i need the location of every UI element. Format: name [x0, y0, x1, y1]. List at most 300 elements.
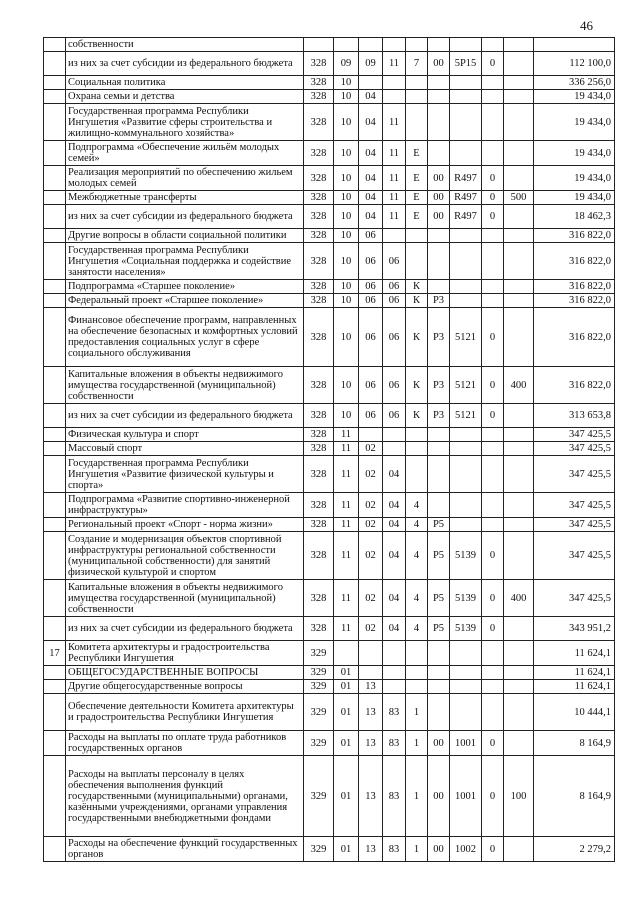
- code-vr: [504, 104, 534, 141]
- code-suffix: [482, 76, 504, 90]
- table-row: [44, 641, 615, 666]
- code-gr: 329: [304, 731, 334, 756]
- code-program: 06: [383, 280, 406, 294]
- code-rz: 10: [334, 76, 359, 90]
- amount: 8 164,9: [534, 731, 615, 756]
- item-name: ОБЩЕГОСУДАРСТВЕННЫЕ ВОПРОСЫ: [66, 666, 304, 680]
- table-row: [44, 104, 615, 141]
- amount: 316 822,0: [534, 243, 615, 280]
- item-name: Расходы на обеспечение функций государственных органов: [66, 837, 304, 862]
- code-rz: 01: [334, 666, 359, 680]
- code-subprogram: 4: [406, 532, 428, 580]
- code-subprogram: [406, 666, 428, 680]
- amount: 347 425,5: [534, 580, 615, 617]
- code-vr: [504, 837, 534, 862]
- code-suffix: 0: [482, 756, 504, 837]
- code-rz: 10: [334, 205, 359, 229]
- amount: 10 444,1: [534, 694, 615, 731]
- code-project: 00: [428, 52, 450, 76]
- code-project: 00: [428, 191, 450, 205]
- amount: 11 624,1: [534, 666, 615, 680]
- code-suffix: [482, 229, 504, 243]
- code-program: 83: [383, 731, 406, 756]
- code-direction: R497: [450, 205, 482, 229]
- code-project: [428, 428, 450, 442]
- code-subprogram: [406, 229, 428, 243]
- row-number: [44, 280, 66, 294]
- item-name: Государственная программа Республики Ингушетия «Социальная поддержка и содействие занятости населения»: [66, 243, 304, 280]
- code-subprogram: [406, 428, 428, 442]
- code-vr: [504, 52, 534, 76]
- code-direction: R497: [450, 191, 482, 205]
- code-program: 04: [383, 532, 406, 580]
- code-subprogram: К: [406, 404, 428, 428]
- code-vr: [504, 680, 534, 694]
- amount: [534, 38, 615, 52]
- item-name: Другие вопросы в области социальной политики: [66, 229, 304, 243]
- row-number: 17: [44, 641, 66, 666]
- table-row: [44, 493, 615, 518]
- item-name: Капитальные вложения в объекты недвижимого имущества государственной (муниципальной) собственности: [66, 367, 304, 404]
- row-number: [44, 456, 66, 493]
- code-pr: 04: [359, 205, 383, 229]
- code-vr: [504, 518, 534, 532]
- row-number: [44, 38, 66, 52]
- code-gr: 328: [304, 518, 334, 532]
- code-vr: [504, 493, 534, 518]
- code-gr: 328: [304, 76, 334, 90]
- row-number: [44, 367, 66, 404]
- page-number: 46: [580, 18, 593, 33]
- code-pr: 13: [359, 837, 383, 862]
- table-row: [44, 191, 615, 205]
- code-pr: 06: [359, 308, 383, 367]
- code-suffix: 0: [482, 308, 504, 367]
- row-number: [44, 518, 66, 532]
- code-rz: 11: [334, 456, 359, 493]
- code-vr: [504, 404, 534, 428]
- code-project: 00: [428, 205, 450, 229]
- code-suffix: [482, 442, 504, 456]
- code-suffix: [482, 680, 504, 694]
- code-rz: 10: [334, 166, 359, 191]
- amount: 11 624,1: [534, 680, 615, 694]
- amount: 347 425,5: [534, 518, 615, 532]
- code-gr: 328: [304, 166, 334, 191]
- code-subprogram: К: [406, 308, 428, 367]
- code-direction: [450, 38, 482, 52]
- item-name: Подпрограмма «Обеспечение жильём молодых семей»: [66, 141, 304, 166]
- code-direction: [450, 90, 482, 104]
- code-project: [428, 243, 450, 280]
- code-suffix: 0: [482, 617, 504, 641]
- code-gr: 329: [304, 666, 334, 680]
- code-subprogram: [406, 456, 428, 493]
- code-pr: 02: [359, 580, 383, 617]
- code-direction: [450, 76, 482, 90]
- code-pr: 06: [359, 229, 383, 243]
- code-program: 83: [383, 756, 406, 837]
- table-row: [44, 666, 615, 680]
- code-program: 04: [383, 617, 406, 641]
- code-project: [428, 280, 450, 294]
- code-program: 11: [383, 141, 406, 166]
- code-direction: R497: [450, 166, 482, 191]
- code-gr: 328: [304, 617, 334, 641]
- row-number: [44, 694, 66, 731]
- code-vr: [504, 280, 534, 294]
- code-pr: 04: [359, 90, 383, 104]
- code-direction: 5121: [450, 404, 482, 428]
- table-row: [44, 694, 615, 731]
- code-gr: 328: [304, 104, 334, 141]
- code-project: [428, 141, 450, 166]
- amount: 316 822,0: [534, 229, 615, 243]
- code-program: 06: [383, 404, 406, 428]
- code-direction: 5139: [450, 580, 482, 617]
- item-name: Подпрограмма «Развитие спортивно-инженерной инфраструктуры»: [66, 493, 304, 518]
- code-pr: 09: [359, 52, 383, 76]
- row-number: [44, 229, 66, 243]
- code-pr: 02: [359, 617, 383, 641]
- item-name: Государственная программа Республики Ингушетия «Развитие сферы строительства и жилищно-коммунального хозяйства»: [66, 104, 304, 141]
- code-rz: 10: [334, 191, 359, 205]
- row-number: [44, 731, 66, 756]
- budget-table: [43, 37, 615, 862]
- code-gr: 328: [304, 532, 334, 580]
- amount: 347 425,5: [534, 532, 615, 580]
- code-gr: 328: [304, 205, 334, 229]
- row-number: [44, 294, 66, 308]
- code-program: 06: [383, 367, 406, 404]
- amount: 336 256,0: [534, 76, 615, 90]
- amount: 316 822,0: [534, 367, 615, 404]
- code-project: Р5: [428, 532, 450, 580]
- code-pr: 02: [359, 532, 383, 580]
- code-gr: 328: [304, 141, 334, 166]
- code-gr: 329: [304, 837, 334, 862]
- code-project: [428, 442, 450, 456]
- code-subprogram: Е: [406, 191, 428, 205]
- table-row: [44, 90, 615, 104]
- code-program: 04: [383, 518, 406, 532]
- code-rz: [334, 641, 359, 666]
- item-name: Реализация мероприятий по обеспечению жильем молодых семей: [66, 166, 304, 191]
- code-gr: 328: [304, 191, 334, 205]
- item-name: Охрана семьи и детства: [66, 90, 304, 104]
- code-rz: 10: [334, 141, 359, 166]
- table-row: [44, 52, 615, 76]
- item-name: собственности: [66, 38, 304, 52]
- code-vr: [504, 243, 534, 280]
- code-gr: 328: [304, 493, 334, 518]
- amount: 316 822,0: [534, 294, 615, 308]
- item-name: Расходы на выплаты по оплате труда работников государственных органов: [66, 731, 304, 756]
- code-subprogram: 4: [406, 580, 428, 617]
- code-suffix: [482, 694, 504, 731]
- code-project: [428, 680, 450, 694]
- amount: 343 951,2: [534, 617, 615, 641]
- code-subprogram: К: [406, 294, 428, 308]
- table-row: [44, 229, 615, 243]
- code-program: 83: [383, 837, 406, 862]
- code-project: Р3: [428, 294, 450, 308]
- code-pr: 04: [359, 104, 383, 141]
- code-program: [383, 76, 406, 90]
- code-suffix: [482, 141, 504, 166]
- code-vr: [504, 532, 534, 580]
- amount: 19 434,0: [534, 90, 615, 104]
- code-program: 04: [383, 493, 406, 518]
- code-vr: [504, 442, 534, 456]
- code-subprogram: [406, 641, 428, 666]
- code-subprogram: 1: [406, 731, 428, 756]
- amount: 19 434,0: [534, 141, 615, 166]
- code-rz: 10: [334, 404, 359, 428]
- code-direction: 5121: [450, 308, 482, 367]
- code-gr: 329: [304, 641, 334, 666]
- code-suffix: 0: [482, 404, 504, 428]
- table-row: [44, 532, 615, 580]
- code-suffix: 0: [482, 205, 504, 229]
- row-number: [44, 756, 66, 837]
- code-suffix: [482, 493, 504, 518]
- code-gr: 328: [304, 280, 334, 294]
- item-name: Федеральный проект «Старшее поколение»: [66, 294, 304, 308]
- code-rz: 10: [334, 229, 359, 243]
- row-number: [44, 76, 66, 90]
- code-pr: 13: [359, 731, 383, 756]
- code-direction: [450, 294, 482, 308]
- code-direction: 5139: [450, 617, 482, 641]
- code-vr: 400: [504, 367, 534, 404]
- code-vr: [504, 308, 534, 367]
- code-project: [428, 694, 450, 731]
- code-suffix: [482, 456, 504, 493]
- table-row: [44, 617, 615, 641]
- code-vr: [504, 666, 534, 680]
- table-row: [44, 442, 615, 456]
- code-pr: 13: [359, 756, 383, 837]
- code-gr: [304, 38, 334, 52]
- code-direction: [450, 243, 482, 280]
- code-program: 04: [383, 580, 406, 617]
- code-direction: [450, 442, 482, 456]
- code-direction: 5Р15: [450, 52, 482, 76]
- code-gr: 328: [304, 90, 334, 104]
- table-row: [44, 205, 615, 229]
- code-gr: 328: [304, 294, 334, 308]
- code-pr: 04: [359, 166, 383, 191]
- code-direction: [450, 428, 482, 442]
- code-pr: 02: [359, 518, 383, 532]
- code-program: 06: [383, 308, 406, 367]
- code-project: [428, 493, 450, 518]
- code-program: 11: [383, 52, 406, 76]
- code-vr: [504, 38, 534, 52]
- code-subprogram: [406, 243, 428, 280]
- code-suffix: [482, 641, 504, 666]
- amount: 347 425,5: [534, 456, 615, 493]
- code-pr: [359, 666, 383, 680]
- code-rz: 01: [334, 837, 359, 862]
- code-direction: [450, 280, 482, 294]
- code-program: [383, 442, 406, 456]
- code-vr: [504, 617, 534, 641]
- code-gr: 328: [304, 404, 334, 428]
- code-direction: 1002: [450, 837, 482, 862]
- item-name: Физическая культура и спорт: [66, 428, 304, 442]
- code-subprogram: [406, 104, 428, 141]
- table-row: [44, 756, 615, 837]
- code-program: 06: [383, 294, 406, 308]
- code-pr: [359, 38, 383, 52]
- code-subprogram: 4: [406, 617, 428, 641]
- code-project: 00: [428, 166, 450, 191]
- code-gr: 329: [304, 680, 334, 694]
- amount: 18 462,3: [534, 205, 615, 229]
- code-vr: [504, 166, 534, 191]
- row-number: [44, 666, 66, 680]
- code-direction: [450, 141, 482, 166]
- code-pr: 02: [359, 456, 383, 493]
- code-rz: 11: [334, 580, 359, 617]
- code-program: [383, 229, 406, 243]
- row-number: [44, 308, 66, 367]
- code-project: Р3: [428, 404, 450, 428]
- row-number: [44, 532, 66, 580]
- item-name: из них за счет субсидии из федерального бюджета: [66, 404, 304, 428]
- code-rz: [334, 38, 359, 52]
- table-row: [44, 580, 615, 617]
- row-number: [44, 404, 66, 428]
- code-project: [428, 104, 450, 141]
- code-rz: 10: [334, 243, 359, 280]
- code-rz: 01: [334, 694, 359, 731]
- code-suffix: [482, 280, 504, 294]
- code-program: [383, 666, 406, 680]
- code-direction: [450, 518, 482, 532]
- code-project: Р3: [428, 308, 450, 367]
- code-gr: 328: [304, 229, 334, 243]
- code-project: [428, 229, 450, 243]
- code-gr: 328: [304, 456, 334, 493]
- item-name: Социальная политика: [66, 76, 304, 90]
- code-subprogram: Е: [406, 141, 428, 166]
- row-number: [44, 166, 66, 191]
- code-rz: 01: [334, 756, 359, 837]
- code-direction: [450, 493, 482, 518]
- code-suffix: [482, 243, 504, 280]
- code-pr: 06: [359, 243, 383, 280]
- code-direction: [450, 694, 482, 731]
- table-row: [44, 837, 615, 862]
- item-name: Массовый спорт: [66, 442, 304, 456]
- table-row: [44, 280, 615, 294]
- code-gr: 328: [304, 428, 334, 442]
- code-gr: 328: [304, 580, 334, 617]
- row-number: [44, 493, 66, 518]
- code-pr: 04: [359, 141, 383, 166]
- code-vr: [504, 229, 534, 243]
- amount: 2 279,2: [534, 837, 615, 862]
- code-pr: 02: [359, 493, 383, 518]
- table-row: [44, 680, 615, 694]
- code-rz: 10: [334, 294, 359, 308]
- row-number: [44, 617, 66, 641]
- code-gr: 329: [304, 756, 334, 837]
- item-name: Финансовое обеспечение программ, направленных на обеспечение безопасных и комфортных условий предоставления социальных услуг в сфере социального обслуживания: [66, 308, 304, 367]
- code-subprogram: Е: [406, 205, 428, 229]
- code-gr: 329: [304, 694, 334, 731]
- item-name: Расходы на выплаты персоналу в целях обеспечения выполнения функций государственными (муниципальными) органами, казёнными учреждениями, органами управления государственными внебюджетными фондами: [66, 756, 304, 837]
- amount: 347 425,5: [534, 493, 615, 518]
- item-name: Государственная программа Республики Ингушетия «Развитие физической культуры и спорта»: [66, 456, 304, 493]
- item-name: Создание и модернизация объектов спортивной инфраструктуры региональной собственности (муниципальной собственности) для занятий физической культурой и спортом: [66, 532, 304, 580]
- table-row: [44, 166, 615, 191]
- code-suffix: [482, 518, 504, 532]
- table-row: [44, 76, 615, 90]
- code-rz: 11: [334, 493, 359, 518]
- code-rz: 09: [334, 52, 359, 76]
- code-gr: 328: [304, 367, 334, 404]
- code-suffix: 0: [482, 580, 504, 617]
- code-subprogram: 1: [406, 837, 428, 862]
- code-project: Р5: [428, 518, 450, 532]
- row-number: [44, 580, 66, 617]
- table-row: [44, 38, 615, 52]
- code-subprogram: 7: [406, 52, 428, 76]
- code-vr: [504, 141, 534, 166]
- code-program: 83: [383, 694, 406, 731]
- code-program: [383, 38, 406, 52]
- code-pr: 06: [359, 294, 383, 308]
- code-direction: [450, 456, 482, 493]
- code-subprogram: К: [406, 280, 428, 294]
- code-rz: 11: [334, 428, 359, 442]
- code-pr: 04: [359, 191, 383, 205]
- code-pr: 06: [359, 404, 383, 428]
- item-name: Межбюджетные трансферты: [66, 191, 304, 205]
- item-name: Региональный проект «Спорт - норма жизни»: [66, 518, 304, 532]
- amount: 347 425,5: [534, 428, 615, 442]
- item-name: Подпрограмма «Старшее поколение»: [66, 280, 304, 294]
- item-name: из них за счет субсидии из федерального бюджета: [66, 52, 304, 76]
- row-number: [44, 680, 66, 694]
- code-project: Р5: [428, 580, 450, 617]
- code-pr: 06: [359, 280, 383, 294]
- code-subprogram: [406, 680, 428, 694]
- code-vr: 400: [504, 580, 534, 617]
- code-vr: [504, 731, 534, 756]
- code-subprogram: 4: [406, 493, 428, 518]
- code-vr: [504, 205, 534, 229]
- code-pr: 02: [359, 442, 383, 456]
- code-suffix: [482, 38, 504, 52]
- row-number: [44, 104, 66, 141]
- code-program: [383, 641, 406, 666]
- item-name: из них за счет субсидии из федерального бюджета: [66, 205, 304, 229]
- amount: 316 822,0: [534, 280, 615, 294]
- amount: 316 822,0: [534, 308, 615, 367]
- row-number: [44, 141, 66, 166]
- code-project: [428, 76, 450, 90]
- code-program: [383, 428, 406, 442]
- code-direction: 5121: [450, 367, 482, 404]
- amount: 313 653,8: [534, 404, 615, 428]
- code-program: 11: [383, 104, 406, 141]
- code-rz: 11: [334, 617, 359, 641]
